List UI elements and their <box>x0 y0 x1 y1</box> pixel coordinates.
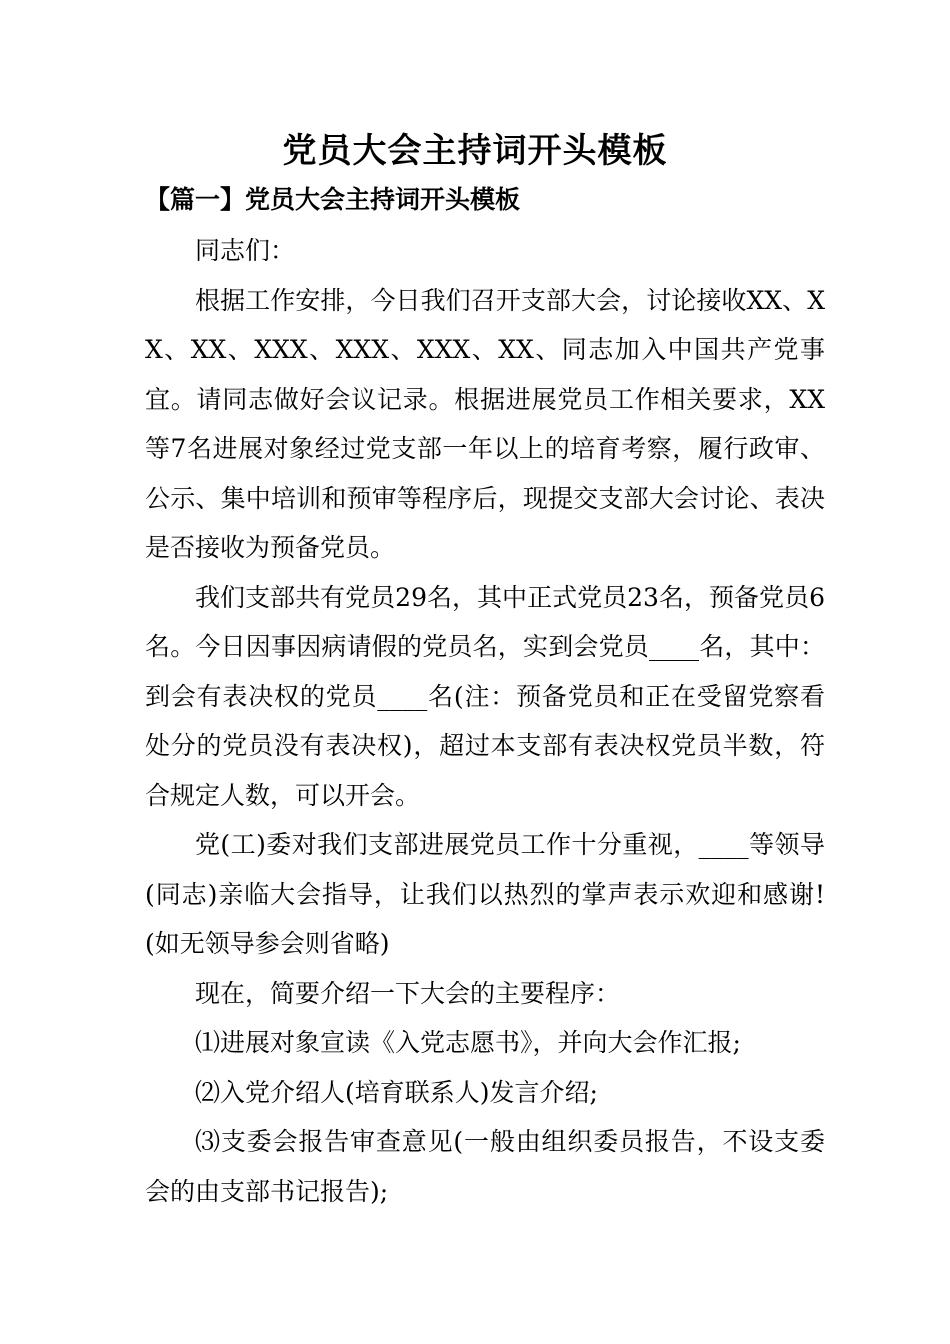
document-title: 党员大会主持词开头模板 <box>282 131 668 171</box>
paragraph-leaders-welcome: 党(工)委对我们支部进展党员工作十分重视，____等领导(同志)亲临大会指导，让我们以热烈的掌声表示欢迎和感谢!(如无领导参会则省略) <box>145 830 825 958</box>
paragraph-attendance: 我们支部共有党员29名，其中正式党员23名，预备党员6名。今日因事因病请假的党员名，实到会党员____名，其中：到会有表决权的党员____名(注：预备党员和正在受留党察看处分的党员没有表决权)，超过本支部有表决权党员半数，符合规定人数，可以开会。 <box>145 582 825 810</box>
section-heading: 【篇一】党员大会主持词开头模板 <box>145 185 521 214</box>
document-body <box>145 226 825 1216</box>
paragraph-procedure-intro: 现在，简要介绍一下大会的主要程序： <box>195 978 621 1008</box>
paragraph-meeting-purpose: 根据工作安排，今日我们召开支部大会，讨论接收XX、XX、XX、XXX、XXX、XXX、XX、同志加入中国共产党事宜。请同志做好会议记录。根据进展党员工作相关要求，XX等7名进展对象经过党支部一年以上的培育考察，履行政审、公示、集中培训和预审等程序后，现提交支部大会讨论、表决是否接收为预备党员。 <box>145 285 825 562</box>
procedure-item-1: ⑴进展对象宣读《入党志愿书》，并向大会作汇报; <box>195 1028 741 1057</box>
procedure-item-3: ⑶支委会报告审查意见(一般由组织委员报告，不设支委会的由支部书记报告); <box>145 1127 825 1206</box>
procedure-item-2: ⑵入党介绍人(培育联系人)发言介绍; <box>195 1077 598 1107</box>
paragraph-greeting: 同志们： <box>195 236 296 265</box>
